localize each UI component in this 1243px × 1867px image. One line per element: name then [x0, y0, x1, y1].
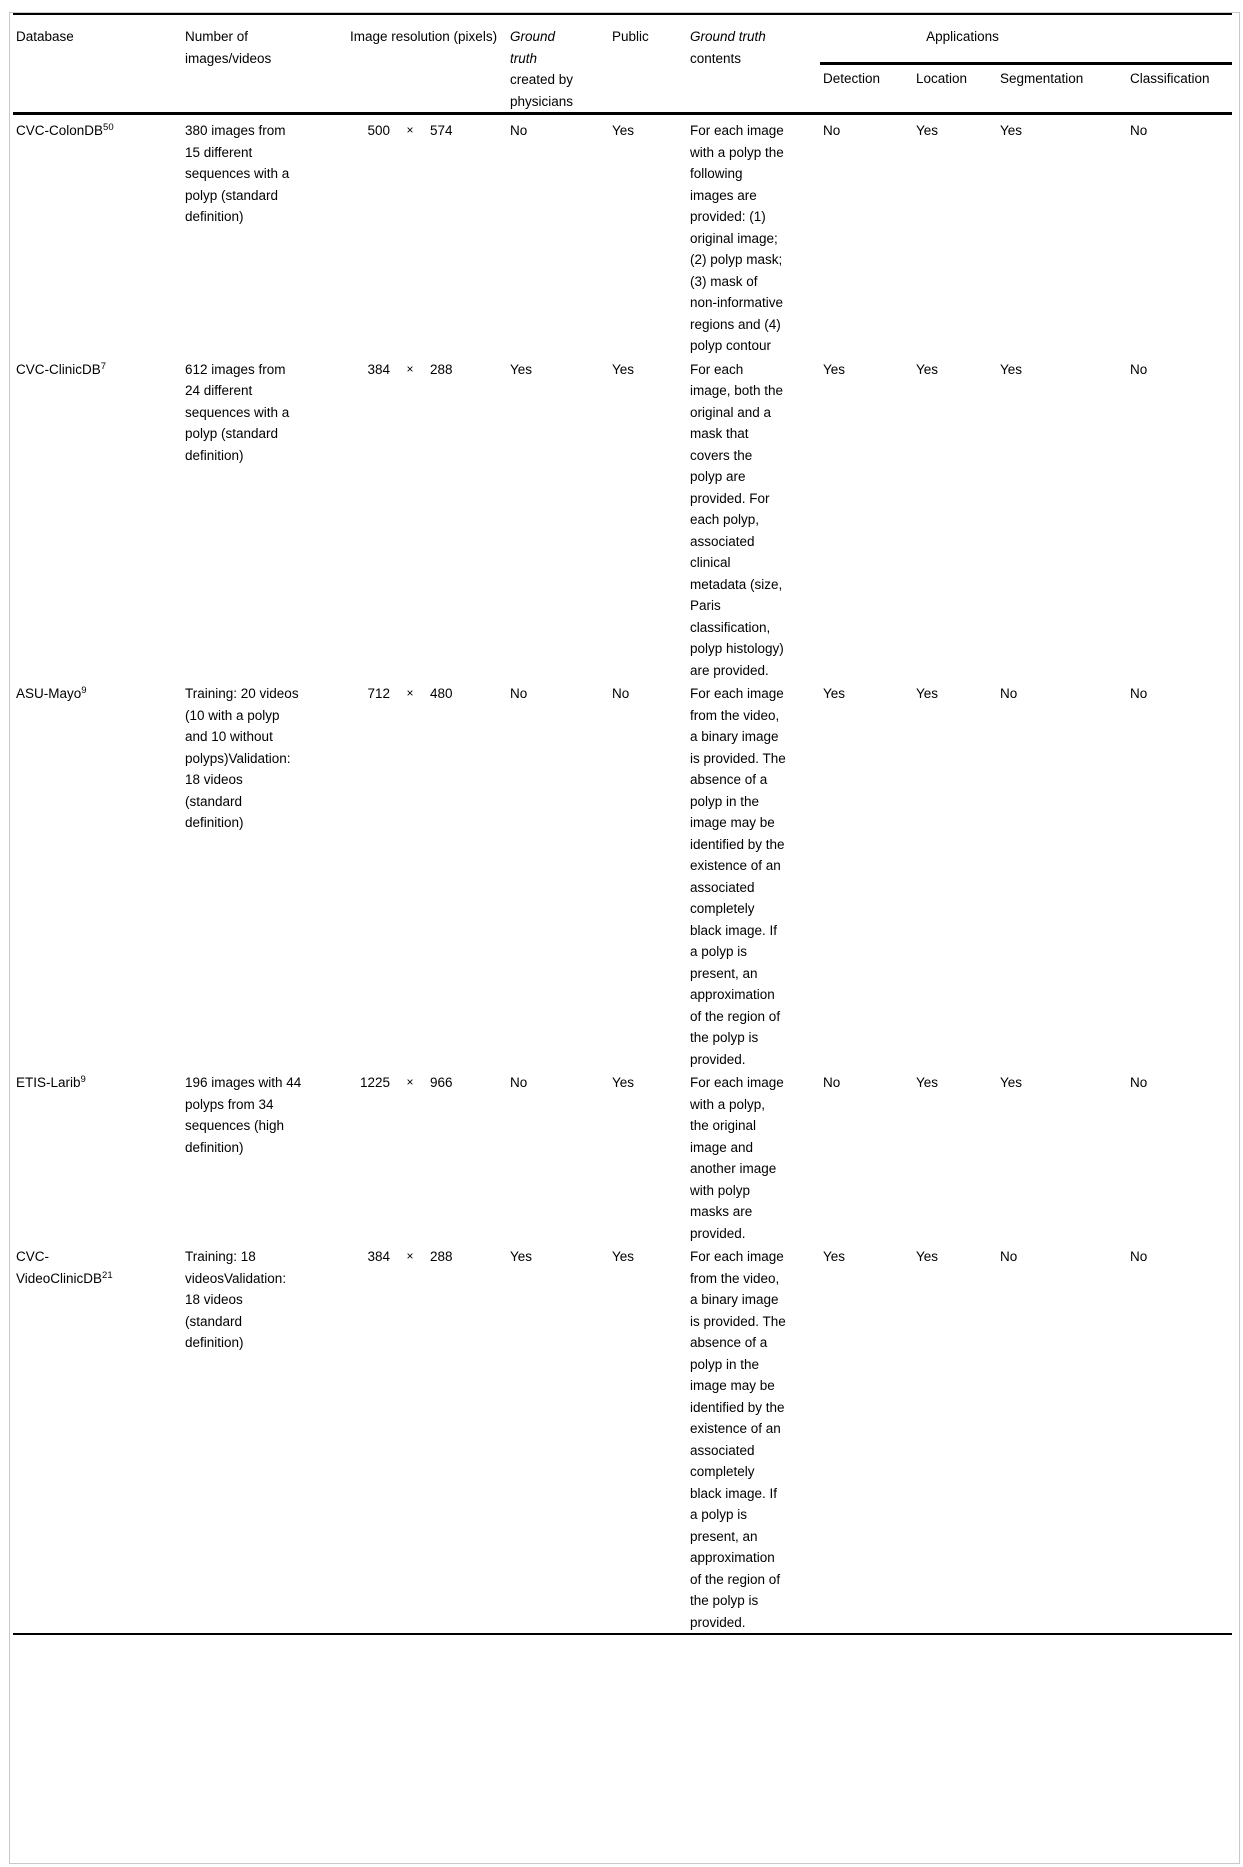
- classification-cell: No: [1130, 1075, 1148, 1090]
- gt-physicians-cell: No: [510, 123, 528, 138]
- col-header-ground-truth-physicians: [507, 14, 609, 114]
- location-cell: Yes: [916, 1249, 939, 1264]
- detection-cell: No: [823, 123, 841, 138]
- database-name-cell: [13, 357, 182, 682]
- col-header-applications: Applications: [820, 14, 1232, 63]
- database-name: CVC-ColonDB: [16, 123, 104, 138]
- col-header-database: Database: [13, 14, 182, 114]
- col-header-resolution: Image resolution (pixels): [347, 14, 507, 114]
- resolution-height: 288: [430, 361, 453, 377]
- number-cell: Training: 20 videos (10 with a polyp and 10 without polyps)Validation: 18 videos (standard definition): [185, 686, 299, 830]
- reference-superscript: 9: [81, 685, 87, 696]
- database-name-cell: [13, 1244, 182, 1634]
- resolution-width: 712: [367, 686, 390, 701]
- location-cell: Yes: [916, 361, 939, 377]
- gt-contents-cell: For each image with a polyp, the original image and another image with polyp masks are provided.: [690, 1075, 784, 1241]
- public-cell: No: [612, 686, 630, 701]
- classification-cell: No: [1130, 686, 1148, 701]
- col-header-number: Number of images/videos: [182, 14, 347, 114]
- gt-contents-cell: For each image from the video, a binary image is provided. The absence of a polyp in the image may be identified by the existence of an associated completely black image. If a polyp is present, an approximation of the region of the polyp is provided.: [690, 686, 786, 1067]
- table-row: [13, 1070, 1232, 1244]
- database-name-cell: [13, 114, 182, 357]
- gt-physicians-cell: Yes: [510, 361, 533, 377]
- database-name: ASU-Mayo: [16, 686, 82, 701]
- location-cell: Yes: [916, 686, 939, 701]
- reference-superscript: 21: [102, 1269, 113, 1281]
- col-header-ground-truth-contents: [687, 14, 820, 114]
- resolution-width: 1225: [359, 1075, 390, 1090]
- resolution-height: 574: [430, 123, 453, 138]
- resolution-height: 480: [430, 686, 453, 701]
- col-header-location: Location: [913, 63, 997, 113]
- public-cell: Yes: [612, 361, 635, 377]
- table-row: [13, 114, 1232, 357]
- number-cell: 380 images from 15 different sequences with a polyp (standard definition): [185, 123, 290, 224]
- resolution-cell: [347, 114, 507, 357]
- database-name-cell: [13, 1070, 182, 1244]
- header-row-main: [13, 14, 1232, 63]
- gt-physicians-cell: No: [510, 686, 528, 701]
- database-name-cell: [13, 681, 182, 1070]
- resolution-cell: [347, 1244, 507, 1634]
- detection-cell: No: [823, 1075, 841, 1090]
- public-cell: Yes: [612, 123, 635, 138]
- public-cell: Yes: [612, 1075, 635, 1090]
- segmentation-cell: Yes: [1000, 123, 1023, 138]
- col-header-detection: Detection: [820, 63, 913, 113]
- number-cell: 196 images with 44 polyps from 34 sequences (high definition): [185, 1075, 302, 1155]
- reference-superscript: 9: [80, 1074, 86, 1085]
- ground-truth-italic: Ground truth: [510, 29, 556, 66]
- resolution-width: 500: [367, 123, 390, 138]
- resolution-height: 966: [430, 1075, 453, 1090]
- resolution-cell: [347, 357, 507, 682]
- gt-contents-cell: For each image, both the original and a mask that covers the polyp are provided. For each polyp, associated clinical metadata (size, Paris classification, polyp histology) are provided.: [690, 361, 784, 678]
- number-cell: 612 images from 24 different sequences with a polyp (standard definition): [185, 361, 290, 463]
- col-header-classification: Classification: [1127, 63, 1232, 113]
- gt-physicians-cell: Yes: [510, 1249, 533, 1264]
- segmentation-cell: No: [1000, 1249, 1018, 1264]
- times-symbol: ×: [406, 686, 414, 700]
- resolution-cell: [347, 1070, 507, 1244]
- classification-cell: No: [1130, 123, 1148, 138]
- polyp-databases-table: [13, 13, 1232, 1635]
- database-name: CVC-VideoClinicDB: [16, 1249, 103, 1286]
- times-symbol: ×: [406, 1075, 414, 1089]
- reference-superscript: 50: [103, 122, 114, 133]
- segmentation-cell: Yes: [1000, 1075, 1023, 1090]
- databases-comparison-table: [13, 13, 1232, 1635]
- reference-superscript: 7: [100, 360, 107, 372]
- detection-cell: Yes: [823, 361, 846, 377]
- gt-physicians-cell: No: [510, 1075, 528, 1090]
- public-cell: Yes: [612, 1249, 635, 1264]
- segmentation-cell: Yes: [1000, 361, 1023, 377]
- ground-truth-rest: created by physicians: [510, 72, 574, 109]
- resolution-height: 288: [430, 1249, 453, 1264]
- classification-cell: No: [1130, 1249, 1148, 1264]
- gt-contents-cell: For each image with a polyp the following images are provided: (1) original image; (2) polyp mask; (3) mask of non-informative regions and (4) polyp contour: [690, 123, 784, 353]
- table-row: [13, 357, 1232, 682]
- resolution-cell: [347, 681, 507, 1070]
- gt-contents-cell: For each image from the video, a binary image is provided. The absence of a polyp in the image may be identified by the existence of an associated completely black image. If a polyp is present, an approximation of the region of the polyp is provided.: [690, 1249, 786, 1630]
- resolution-width: 384: [367, 1249, 390, 1264]
- table-row: [13, 681, 1232, 1070]
- database-name: ETIS-Larib: [16, 1075, 81, 1090]
- col-header-segmentation: Segmentation: [997, 63, 1127, 113]
- times-symbol: ×: [406, 123, 414, 137]
- times-symbol: ×: [406, 1249, 414, 1263]
- number-cell: Training: 18 videosValidation: 18 videos (standard definition): [185, 1249, 287, 1350]
- table-header: [13, 14, 1232, 114]
- location-cell: Yes: [916, 1075, 939, 1090]
- col-header-public: Public: [609, 14, 687, 114]
- segmentation-cell: No: [1000, 686, 1018, 701]
- detection-cell: Yes: [823, 686, 846, 701]
- classification-cell: No: [1130, 361, 1148, 377]
- detection-cell: Yes: [823, 1249, 846, 1264]
- table-body: [13, 114, 1232, 1635]
- location-cell: Yes: [916, 123, 939, 138]
- database-name: CVC-ClinicDB: [16, 361, 101, 377]
- times-symbol: ×: [406, 361, 414, 376]
- resolution-width: 384: [367, 361, 390, 377]
- table-row: [13, 1244, 1232, 1634]
- contents-italic: Ground truth: [690, 29, 766, 44]
- contents-rest: contents: [690, 50, 742, 66]
